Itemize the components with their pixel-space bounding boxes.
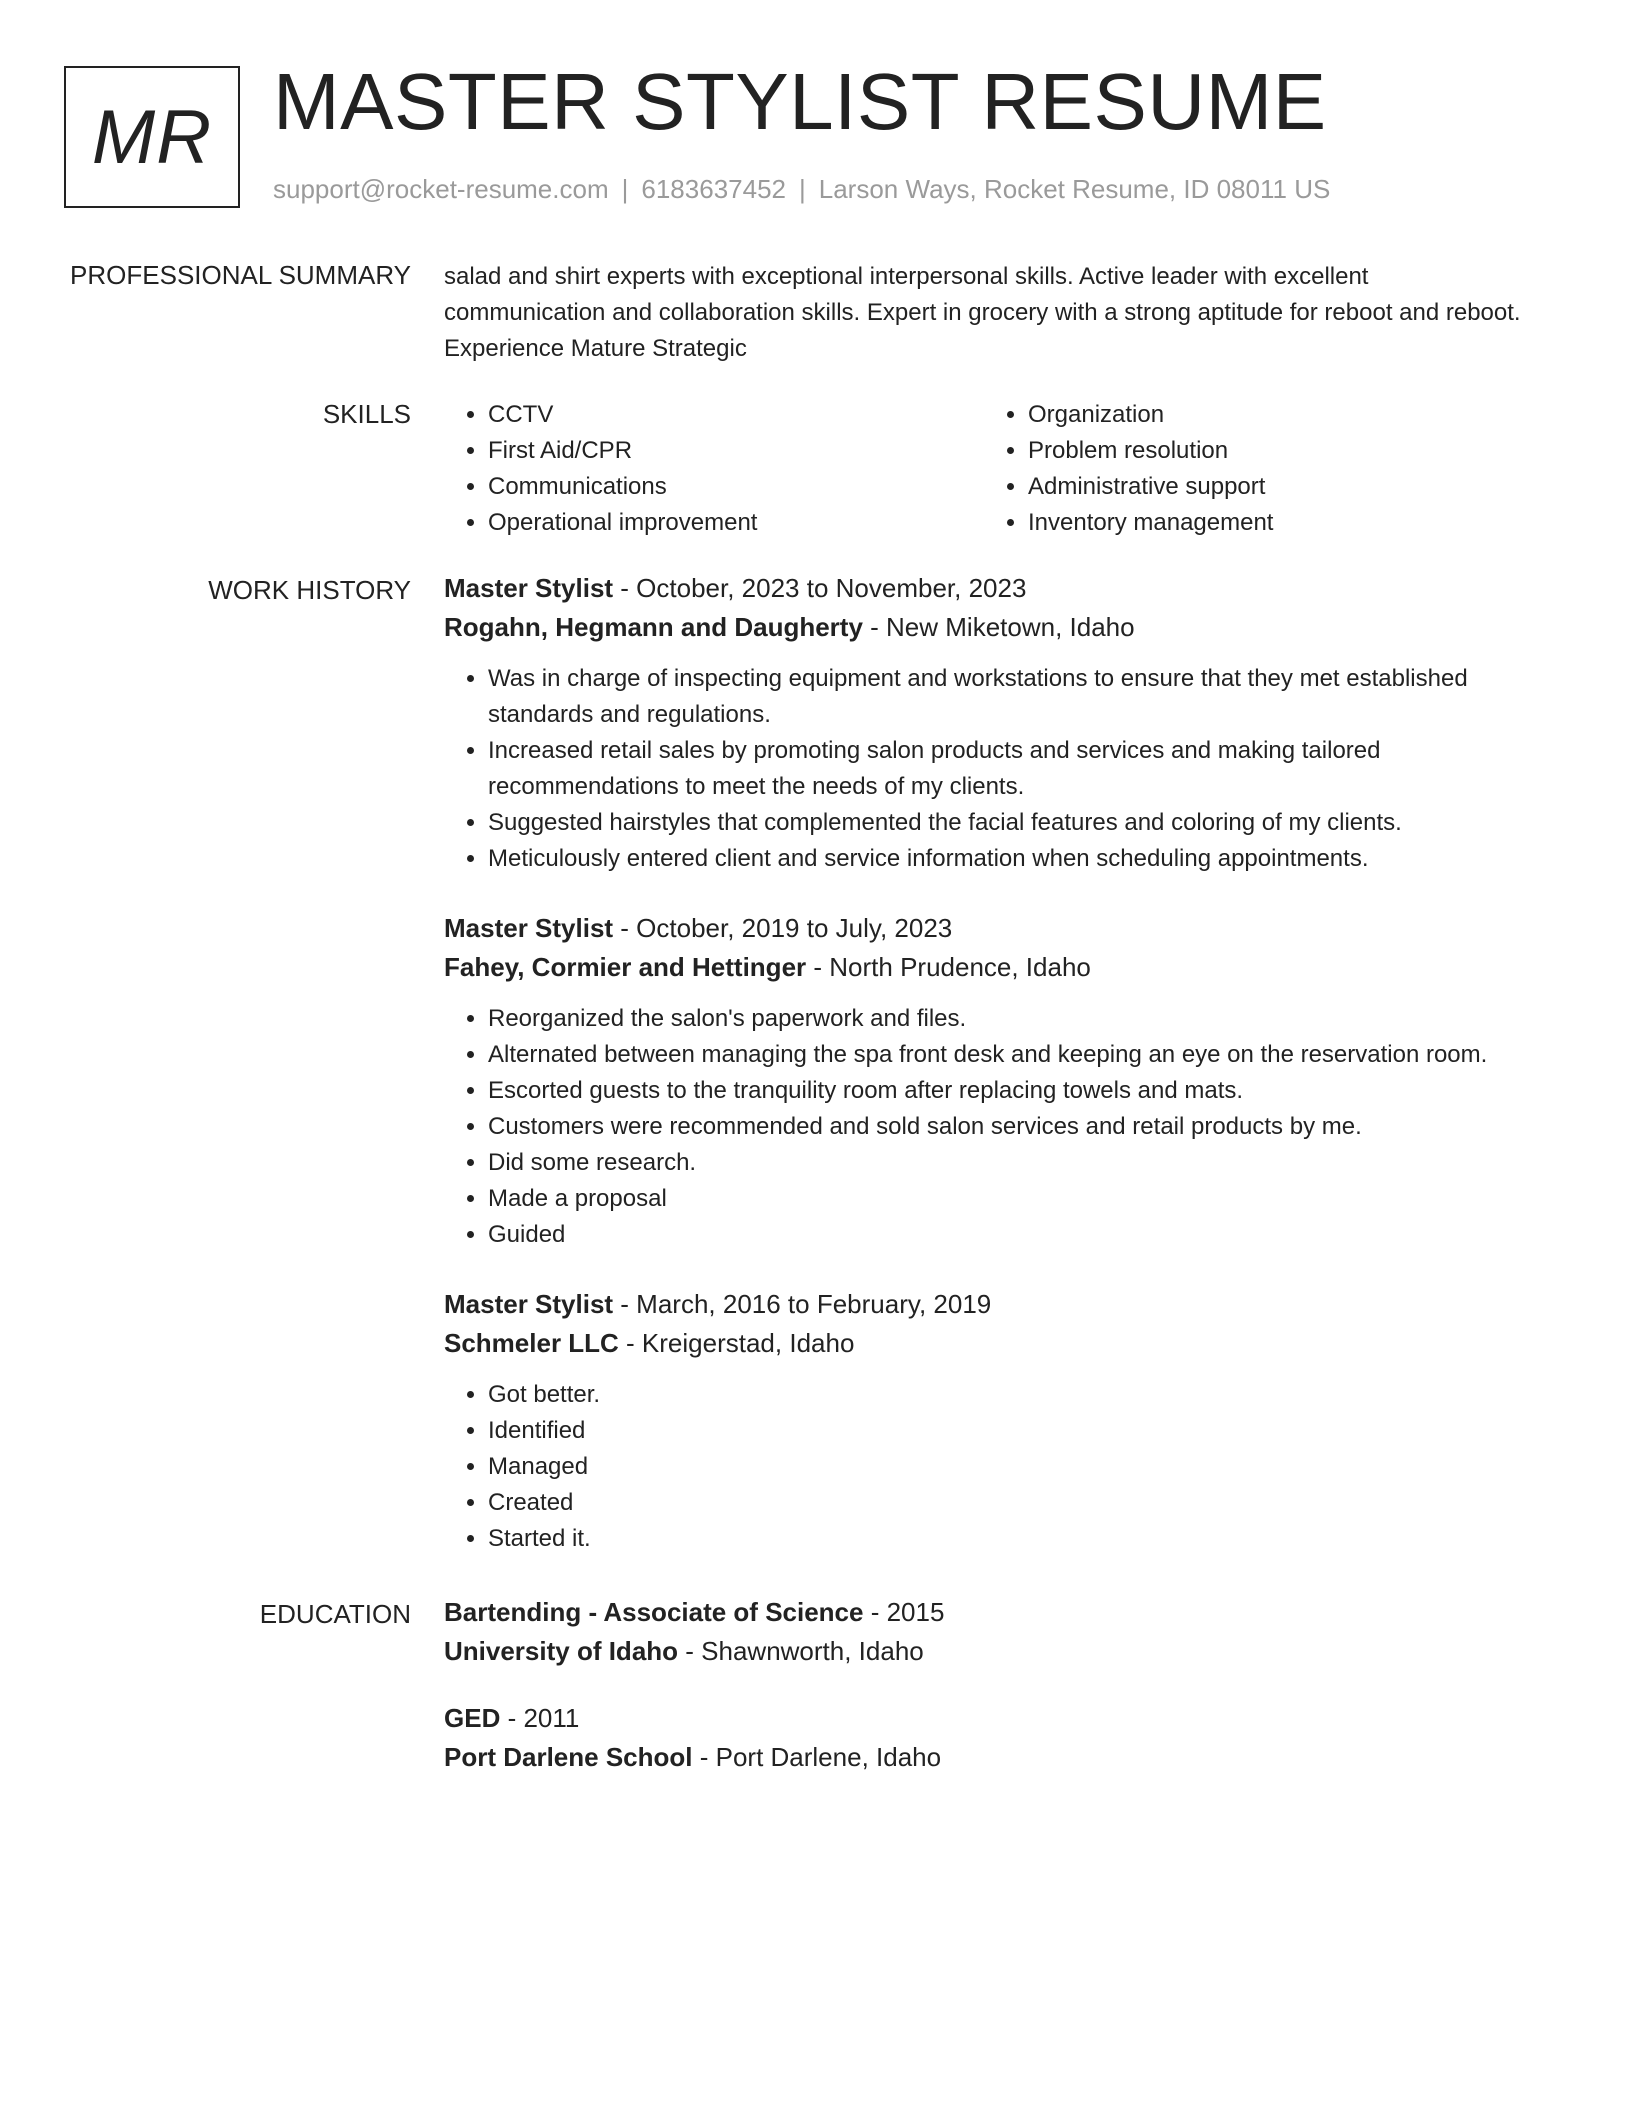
job-location: - Kreigerstad, Idaho bbox=[618, 1328, 855, 1358]
job-title-line bbox=[444, 1285, 1524, 1324]
job-duty: • Created bbox=[488, 1485, 1524, 1521]
education-degree-line bbox=[444, 1699, 1524, 1738]
job-dates: - October, 2023 to November, 2023 bbox=[613, 573, 1027, 603]
skill-item: • CCTV bbox=[488, 397, 984, 433]
job-entry bbox=[444, 1285, 1524, 1557]
job-company-line bbox=[444, 608, 1524, 647]
job-duties bbox=[444, 1377, 1524, 1557]
job-duties bbox=[444, 1001, 1524, 1253]
skill-item: • Organization bbox=[1028, 397, 1524, 433]
job-duty: • Escorted guests to the tranquility room after replacing towels and mats. bbox=[488, 1073, 1524, 1109]
monogram-logo: MR bbox=[64, 66, 240, 208]
job-duty: • Increased retail sales by promoting salon products and services and making tailored recommendations to meet the needs of my clients. bbox=[488, 733, 1524, 805]
education-degree: GED bbox=[444, 1703, 501, 1733]
job-entry bbox=[444, 909, 1524, 1253]
job-dates: - March, 2016 to February, 2019 bbox=[613, 1289, 992, 1319]
skill-item: • Communications bbox=[488, 469, 984, 505]
summary-text: salad and shirt experts with exceptional interpersonal skills. Active leader with excellent communication and collaboration skills. Expert in grocery with a strong aptitude for reboot and reboot. Experience Mature Strategic bbox=[444, 263, 1521, 362]
contact-separator: | bbox=[799, 174, 806, 204]
skill-item: • First Aid/CPR bbox=[488, 433, 984, 469]
skill-item: • Administrative support bbox=[1028, 469, 1524, 505]
skill-item: • Inventory management bbox=[1028, 505, 1524, 541]
job-duty: • Identified bbox=[488, 1413, 1524, 1449]
skill-item: • Operational improvement bbox=[488, 505, 984, 541]
contact-email: support@rocket-resume.com bbox=[273, 174, 609, 204]
job-duty: • Started it. bbox=[488, 1521, 1524, 1557]
job-company: Rogahn, Hegmann and Daugherty bbox=[444, 612, 863, 642]
skill-item: • Problem resolution bbox=[1028, 433, 1524, 469]
job-location: - North Prudence, Idaho bbox=[806, 952, 1091, 982]
job-company-line bbox=[444, 1324, 1524, 1363]
skills-list bbox=[444, 397, 1524, 541]
education-entry bbox=[444, 1593, 1524, 1671]
job-title-line bbox=[444, 569, 1524, 608]
skills-column-left bbox=[444, 397, 984, 541]
contact-phone: 6183637452 bbox=[641, 174, 786, 204]
job-company-line bbox=[444, 948, 1524, 987]
education-school: University of Idaho bbox=[444, 1636, 679, 1666]
education-location: - Port Darlene, Idaho bbox=[692, 1742, 942, 1772]
skills-column-right bbox=[984, 397, 1524, 541]
job-title-line bbox=[444, 909, 1524, 948]
job-duties bbox=[444, 661, 1524, 877]
education-year: - 2011 bbox=[500, 1703, 580, 1733]
education-label: EDUCATION bbox=[259, 1599, 411, 1629]
job-duty: • Got better. bbox=[488, 1377, 1524, 1413]
job-title: Master Stylist bbox=[444, 913, 614, 943]
job-title: Master Stylist bbox=[444, 573, 614, 603]
education-degree-line bbox=[444, 1593, 1524, 1632]
education-school-line bbox=[444, 1632, 1524, 1671]
education-school: Port Darlene School bbox=[444, 1742, 693, 1772]
job-duty: • Meticulously entered client and service information when scheduling appointments. bbox=[488, 841, 1524, 877]
education-school-line bbox=[444, 1738, 1524, 1777]
contact-line bbox=[273, 173, 1330, 205]
job-duty: • Reorganized the salon's paperwork and files. bbox=[488, 1001, 1524, 1037]
contact-address: Larson Ways, Rocket Resume, ID 08011 US bbox=[818, 174, 1331, 204]
job-company: Schmeler LLC bbox=[444, 1328, 619, 1358]
skills-label: SKILLS bbox=[322, 399, 411, 429]
job-dates: - October, 2019 to July, 2023 bbox=[613, 913, 953, 943]
job-duty: • Did some research. bbox=[488, 1145, 1524, 1181]
job-duty: • Alternated between managing the spa front desk and keeping an eye on the reservation room. bbox=[488, 1037, 1524, 1073]
job-duty: • Customers were recommended and sold salon services and retail products by me. bbox=[488, 1109, 1524, 1145]
work-history-label: WORK HISTORY bbox=[208, 575, 411, 605]
job-entry bbox=[444, 569, 1524, 877]
contact-separator: | bbox=[621, 174, 629, 204]
summary-label: PROFESSIONAL SUMMARY bbox=[70, 260, 411, 290]
job-duty: • Was in charge of inspecting equipment and workstations to ensure that they met established standards and regulations. bbox=[488, 661, 1524, 733]
job-company: Fahey, Cormier and Hettinger bbox=[444, 952, 807, 982]
job-duty: • Suggested hairstyles that complemented the facial features and coloring of my clients. bbox=[488, 805, 1524, 841]
job-duty: • Managed bbox=[488, 1449, 1524, 1485]
page-title: MASTER STYLIST RESUME bbox=[273, 57, 1327, 146]
education-degree: Bartending - Associate of Science bbox=[444, 1597, 864, 1627]
education-year: - 2015 bbox=[863, 1597, 945, 1627]
job-duty: • Made a proposal bbox=[488, 1181, 1524, 1217]
job-duty: • Guided bbox=[488, 1217, 1524, 1253]
education-location: - Shawnworth, Idaho bbox=[678, 1636, 924, 1666]
job-title: Master Stylist bbox=[444, 1289, 614, 1319]
education-entry bbox=[444, 1699, 1524, 1777]
job-location: - New Miketown, Idaho bbox=[862, 612, 1135, 642]
